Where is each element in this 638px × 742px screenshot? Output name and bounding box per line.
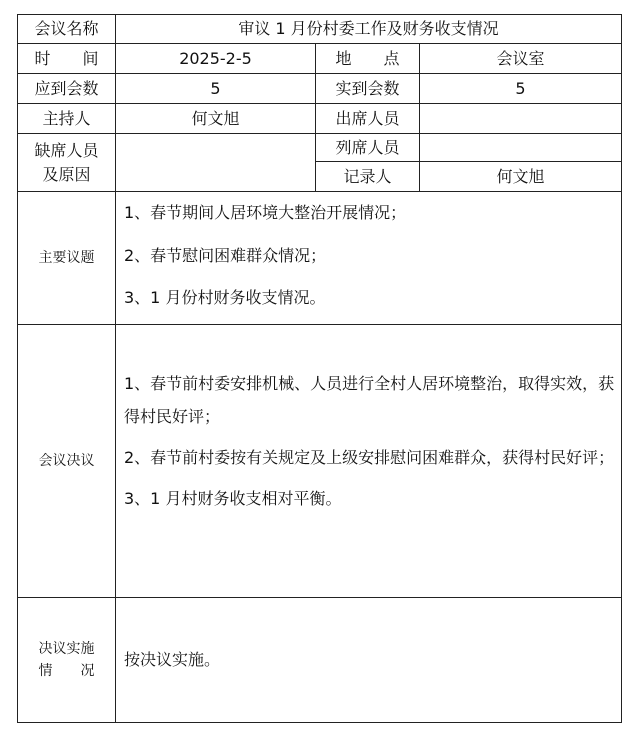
- expected-value: 5: [116, 74, 316, 104]
- row-attendance-count: [18, 74, 622, 104]
- topic-item: 3、1 月份村财务收支情况。: [124, 288, 326, 307]
- row-host-attendees: [18, 104, 622, 134]
- time-value: 2025-2-5: [116, 44, 316, 74]
- place-value: 会议室: [420, 44, 622, 74]
- resolution-item: 1、春节前村委安排机械、人员进行全村人居环境整治，取得实效，获得村民好评；: [124, 374, 615, 426]
- implementation-label-line1: 决议实施: [38, 641, 95, 657]
- attendees-value: [420, 104, 622, 134]
- meeting-minutes-table: [17, 14, 622, 723]
- implementation-label-line2: 情 况: [38, 663, 95, 679]
- absent-value: [116, 134, 316, 192]
- actual-value: 5: [420, 74, 622, 104]
- row-topics: [18, 192, 622, 325]
- absent-label-line2: 及原因: [42, 164, 91, 184]
- topics-label: 主要议题: [18, 192, 116, 325]
- recorder-label: 记录人: [316, 162, 420, 192]
- row-implementation: [18, 598, 622, 723]
- implementation-label: [18, 598, 116, 723]
- meeting-name-label: 会议名称: [18, 15, 116, 44]
- absent-label: [18, 134, 116, 192]
- topic-item: 2、春节慰问困难群众情况；: [124, 246, 327, 265]
- row-resolutions: [18, 325, 622, 598]
- meeting-name-value: 审议 1 月份村委工作及财务收支情况: [116, 15, 622, 44]
- host-value: 何文旭: [116, 104, 316, 134]
- observers-value: [420, 134, 622, 162]
- absent-label-line1: 缺席人员: [34, 140, 99, 160]
- resolution-item: 3、1 月村财务收支相对平衡。: [124, 489, 342, 508]
- topics-content: [116, 192, 622, 325]
- resolution-item: 2、春节前村委按有关规定及上级安排慰问困难群众，获得村民好评；: [124, 448, 615, 467]
- implementation-value: 按决议实施。: [116, 598, 622, 723]
- recorder-value: 何文旭: [420, 162, 622, 192]
- observers-label: 列席人员: [316, 134, 420, 162]
- row-meeting-name: [18, 15, 622, 44]
- topic-item: 1、春节期间人居环境大整治开展情况；: [124, 203, 407, 222]
- actual-label: 实到会数: [316, 74, 420, 104]
- time-label: 时 间: [18, 44, 116, 74]
- resolutions-content: [116, 325, 622, 598]
- row-time-place: [18, 44, 622, 74]
- place-label: 地 点: [316, 44, 420, 74]
- host-label: 主持人: [18, 104, 116, 134]
- row-observers: [18, 134, 622, 162]
- attendees-label: 出席人员: [316, 104, 420, 134]
- resolutions-label: 会议决议: [18, 325, 116, 598]
- expected-label: 应到会数: [18, 74, 116, 104]
